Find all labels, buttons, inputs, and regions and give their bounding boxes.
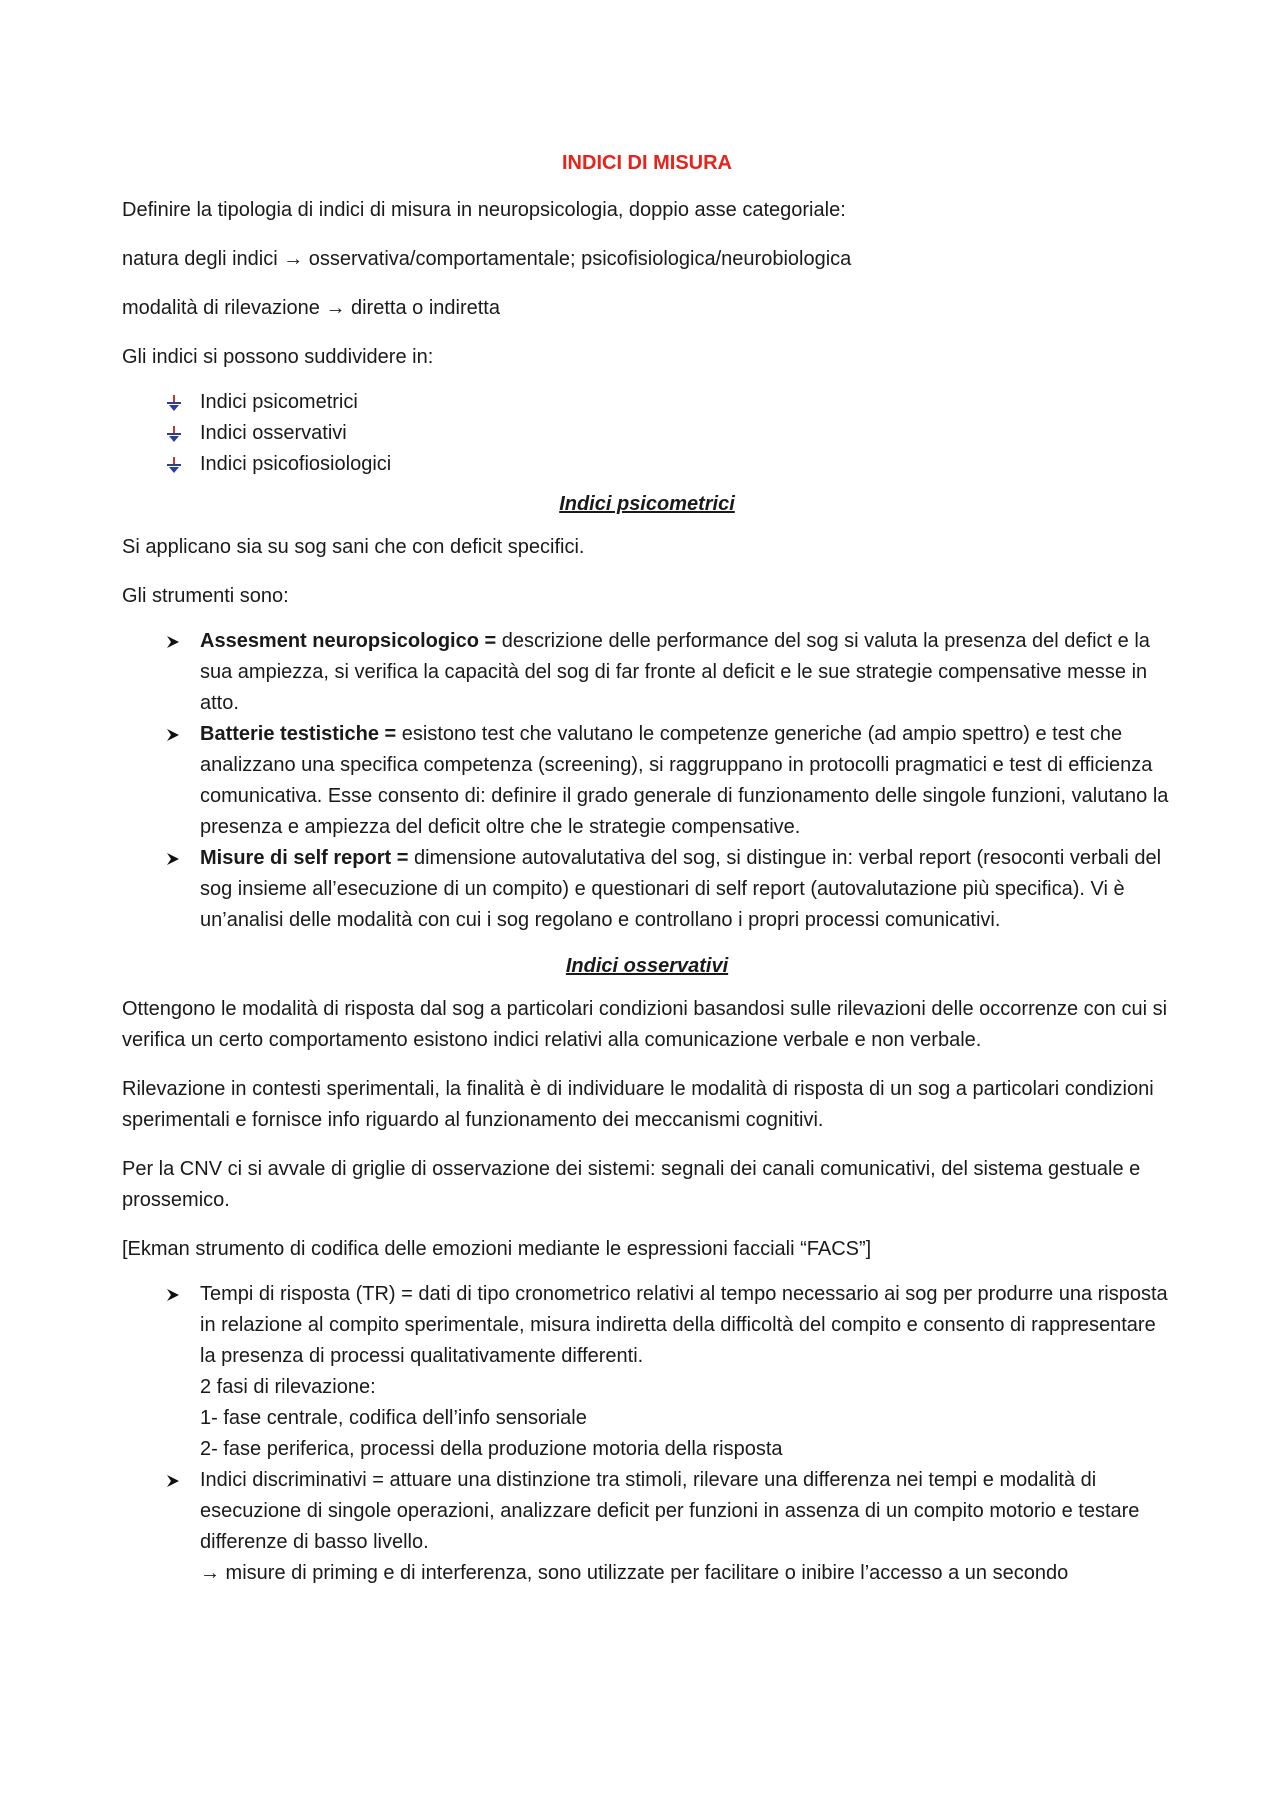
document-page xyxy=(122,150,1172,1605)
down-arrow-bullet-icon xyxy=(164,387,184,418)
intro-paragraph-1: Definire la tipologia di indici di misura in neuropsicologia, doppio asse categoriale: xyxy=(122,199,846,221)
sub-line: 2 fasi di rilevazione: xyxy=(200,1376,376,1398)
item-term: Misure di self report = xyxy=(200,847,409,869)
list-item xyxy=(200,719,1172,843)
list-item xyxy=(200,1465,1172,1589)
list-item xyxy=(200,843,1172,936)
page-title: INDICI DI MISURA xyxy=(562,152,732,174)
intro-paragraph-2: natura degli indici → osservativa/comportamentale; psicofisiologica/neurobiologica xyxy=(122,248,852,270)
arrowhead-bullet-icon xyxy=(162,719,184,750)
list-item xyxy=(200,626,1172,719)
list-item: Indici psicometrici xyxy=(200,387,1172,418)
item-text: dimensione autovalutativa del sog, si distingue in: verbal report (resoconti verbali del sog insieme all’esecuzione di un compito) e questionari di self report (autovalutazione più specifica). Vi è un’analisi delle modalità con cui i sog regolano e controllano i propri processi comunicativi. xyxy=(200,847,1162,931)
sub-line: 1- fase centrale, codifica dell’info sensoriale xyxy=(200,1407,587,1429)
intro-paragraph-3: modalità di rilevazione → diretta o indiretta xyxy=(122,297,500,319)
section2-paragraph-4: [Ekman strumento di codifica delle emozioni mediante le espressioni facciali “FACS”] xyxy=(122,1238,872,1260)
index-types-list xyxy=(122,387,1172,480)
list-item: Indici osservativi xyxy=(200,418,1172,449)
down-arrow-bullet-icon xyxy=(164,418,184,449)
section2-paragraph-2: Rilevazione in contesti sperimentali, la finalità è di individuare le modalità di risposta di un sog a particolari condizioni sperimentali e fornisce info riguardo al funzionamento dei meccanismi cognitivi. xyxy=(122,1078,1154,1131)
item-text: esistono test che valutano le competenze generiche (ad ampio spettro) e test che analizzano una specifica competenza (screening), si raggruppano in protocolli pragmatici e test di efficienza comunicativa. Esse consento di: definire il grado generale di funzionamento delle singole funzioni, valutano la presenza e ampiezza del deficit oltre che le strategie compensative. xyxy=(200,723,1169,838)
section-heading-osservativi: Indici osservativi xyxy=(565,955,729,977)
down-arrow-bullet-icon xyxy=(164,449,184,480)
sub-line: → misure di priming e di interferenza, sono utilizzate per facilitare o inibire l’accesso a un secondo xyxy=(200,1562,1069,1584)
section2-paragraph-3: Per la CNV ci si avvale di griglie di osservazione dei sistemi: segnali dei canali comunicativi, del sistema gestuale e prossemico. xyxy=(122,1158,1141,1211)
item-text: descrizione delle performance del sog si valuta la presenza del defict e la sua ampiezza, si verifica la capacità del sog di far fronte al deficit e le sue strategie compensative messe in atto. xyxy=(200,630,1150,714)
list-item xyxy=(200,1279,1172,1465)
intro-paragraph-4: Gli indici si possono suddividere in: xyxy=(122,346,434,368)
arrowhead-bullet-icon xyxy=(162,1279,184,1310)
item-term: Batterie testistiche = xyxy=(200,723,397,745)
section1-paragraph-2: Gli strumenti sono: xyxy=(122,585,289,607)
item-text: Indici discriminativi = attuare una distinzione tra stimoli, rilevare una differenza nei tempi e modalità di esecuzione di singole operazioni, analizzare deficit per funzioni in assenza di un compito motorio e testare differenze di basso livello. xyxy=(200,1469,1140,1553)
arrowhead-bullet-icon xyxy=(162,626,184,657)
section-heading-psicometrici: Indici psicometrici xyxy=(559,493,735,515)
sub-line: 2- fase periferica, processi della produzione motoria della risposta xyxy=(200,1438,783,1460)
section2-paragraph-1: Ottengono le modalità di risposta dal sog a particolari condizioni basandosi sulle rilevazioni delle occorrenze con cui si verifica un certo comportamento esistono indici relativi alla comunicazione verbale e non verbale. xyxy=(122,998,1168,1051)
list-item: Indici psicofiosiologici xyxy=(200,449,1172,480)
section1-paragraph-1: Si applicano sia su sog sani che con deficit specifici. xyxy=(122,536,585,558)
observational-indices-list xyxy=(122,1279,1172,1589)
arrowhead-bullet-icon xyxy=(162,1465,184,1496)
arrowhead-bullet-icon xyxy=(162,843,184,874)
instruments-list xyxy=(122,626,1172,936)
item-term: Assesment neuropsicologico = xyxy=(200,630,497,652)
item-text: Tempi di risposta (TR) = dati di tipo cronometrico relativi al tempo necessario ai sog per produrre una risposta in relazione al compito sperimentale, misura indiretta della difficoltà del compito e consento di rappresentare la presenza di processi qualitativamente differenti. xyxy=(200,1283,1168,1367)
